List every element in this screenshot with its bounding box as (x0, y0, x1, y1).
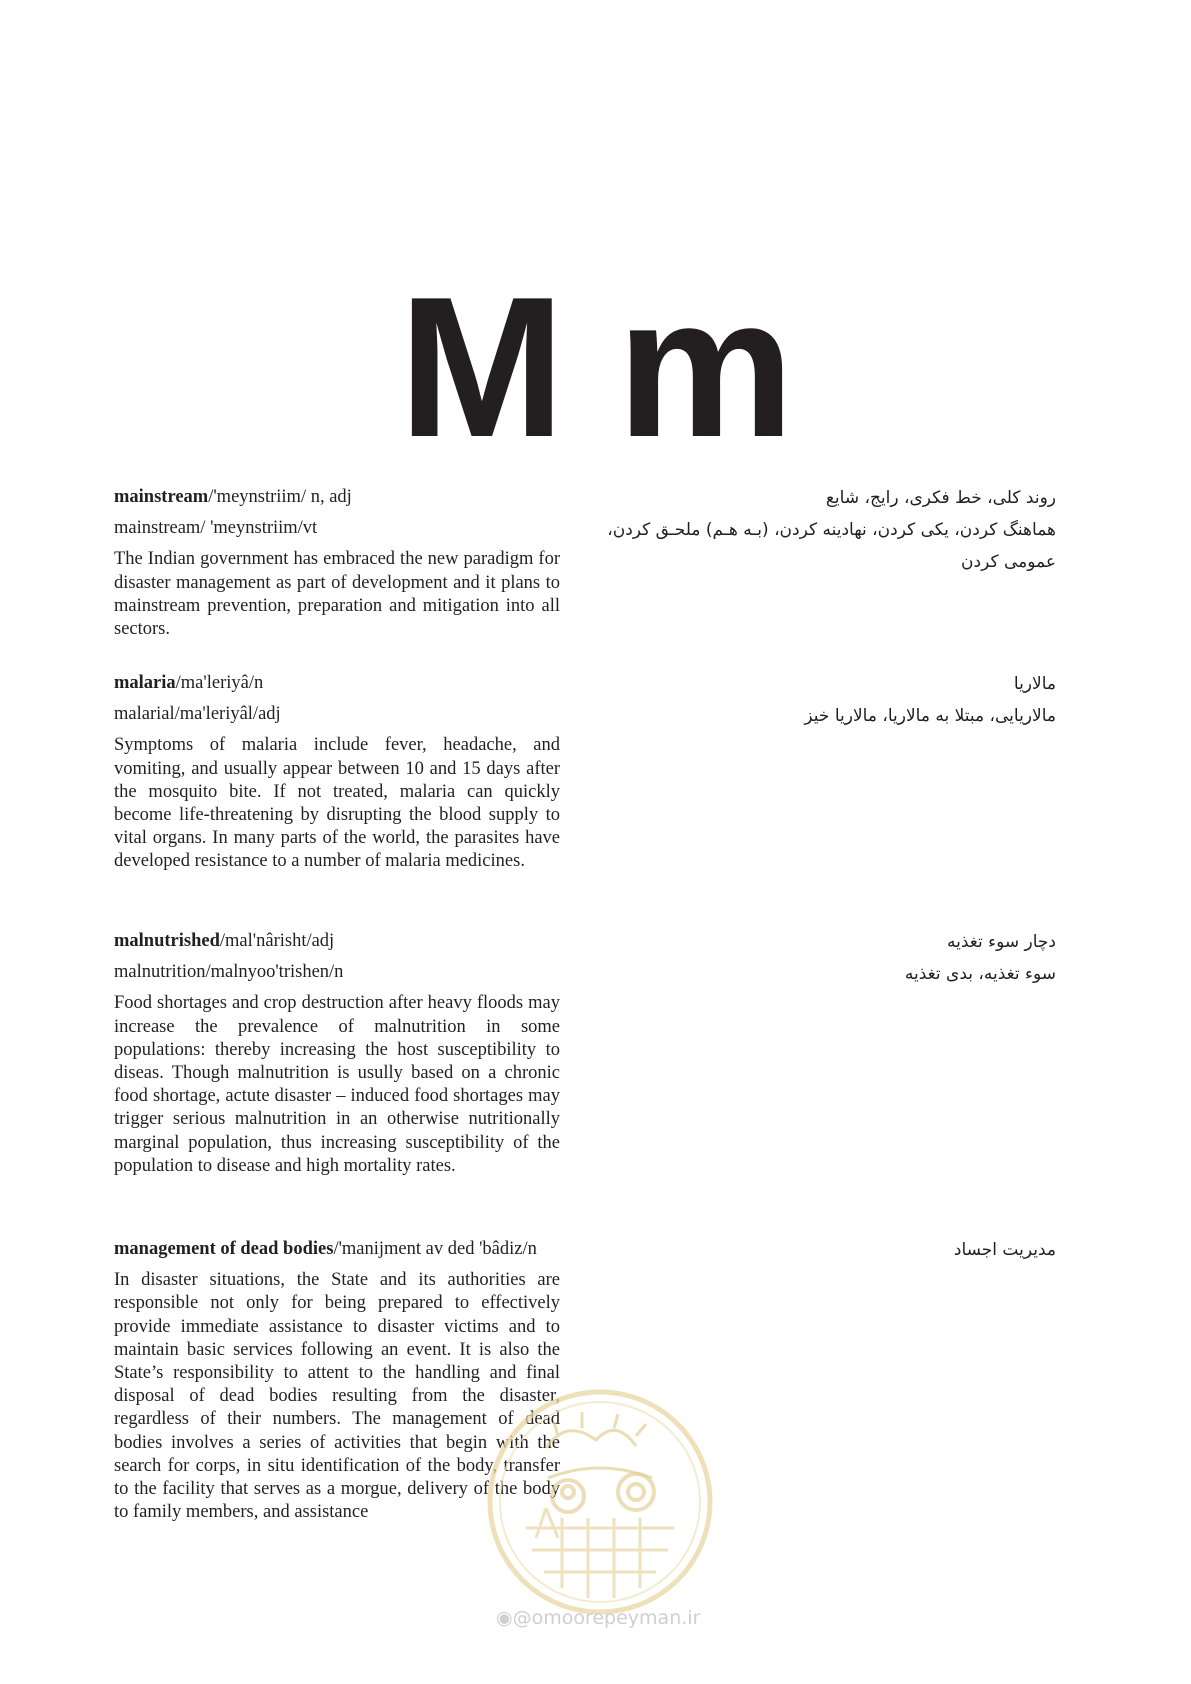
headword-line (114, 930, 560, 953)
entry-malnutrished-english (114, 930, 560, 1178)
pronunciation: /'meynstriim/ n, adj (208, 487, 352, 507)
persian-meaning: مالاریا (1013, 674, 1056, 694)
headword: malaria (114, 673, 176, 693)
watermark-url (496, 1607, 716, 1629)
entry-management-of-dead-bodies-persian (600, 1234, 1056, 1266)
headword-line (114, 1238, 560, 1261)
definition-text: Food shortages and crop destruction after heavy floods may increase the prevalence of malnutrition in some populations: thereby increasing the host susceptibility to diseas. Though malnutrition is usully based on a chronic food shortage, actute disaster – induced food shortages may trigger serious malnutrition in an otherwise nutritionally marginal population, thus increasing susceptibility of the population to disease and high mortality rates. (114, 993, 560, 1176)
at-icon: ◉ (496, 1607, 513, 1629)
derived-form: mainstream/ 'meynstriim/vt (114, 518, 318, 539)
persian-meaning: دچار سوء تغذیه (947, 932, 1056, 952)
section-letter-heading: M m (398, 256, 793, 479)
entry-mainstream-persian (600, 482, 1056, 578)
entry-malaria-english (114, 672, 560, 874)
persian-derived-meaning: سوء تغذیه، بدی تغذیه (904, 964, 1056, 984)
definition-text: Symptoms of malaria include fever, headache, and vomiting, and usually appear between 10 and 15 days after the mosquito bite. If not treated, malaria can quickly become life-threatening by disrupting the blood supply to vital organs. In many parts of the world, the parasites have developed resistance to a number of malaria medicines. (114, 735, 560, 872)
headword-line (114, 672, 560, 695)
definition-text: The Indian government has embraced the new paradigm for disaster management as part of development and it plans to mainstream prevention, preparation and mitigation into all sectors. (114, 549, 560, 640)
headword: malnutrished (114, 931, 220, 951)
entry-malaria-persian (600, 668, 1056, 732)
pronunciation: /ma'leriyâ/n (175, 673, 264, 693)
derived-form: malarial/ma'leriyâl/adj (114, 704, 281, 725)
definition-text: In disaster situations, the State and its authorities are responsible not only for being prepared to effectively provide immediate assistance to disaster victims and to maintain basic services following an event. It is also the State’s responsibility to attent to the handling and final disposal of dead bodies resulting from the disaster, regardless of their numbers. The management of dead bodies involves a series of activities that begin with the search for corps, in situ identification of the body, transfer to the facility that serves as a morgue, delivery of the body to family members, and assistance (114, 1270, 560, 1523)
pronunciation: /mal'nârisht/adj (219, 931, 335, 951)
persian-derived-meaning: مالاریایی، مبتلا به مالاریا، مالاریا خیز (804, 706, 1056, 726)
persian-meaning: روند کلی، خط فکری، رایج، شایع (825, 488, 1056, 508)
entry-malnutrished-persian (600, 926, 1056, 990)
headword-line (114, 486, 560, 509)
persian-derived-meaning: هماهنگ کردن، یکی کردن، نهادینه کردن، (بـه هـم) ملحـق کردن، عمومی کردن (607, 520, 1056, 572)
headword: management of dead bodies (114, 1239, 334, 1259)
watermark-url-text: @omoorepeyman.ir (512, 1607, 701, 1629)
derived-form: malnutrition/malnyoo'trishen/n (114, 962, 344, 983)
headword: mainstream (114, 487, 209, 507)
watermark-stamp-logo (486, 1388, 714, 1616)
entry-mainstream-english (114, 486, 560, 641)
pronunciation: /'manijment av ded 'bâdiz/n (333, 1239, 537, 1259)
persian-meaning: مدیریت اجساد (953, 1240, 1056, 1260)
